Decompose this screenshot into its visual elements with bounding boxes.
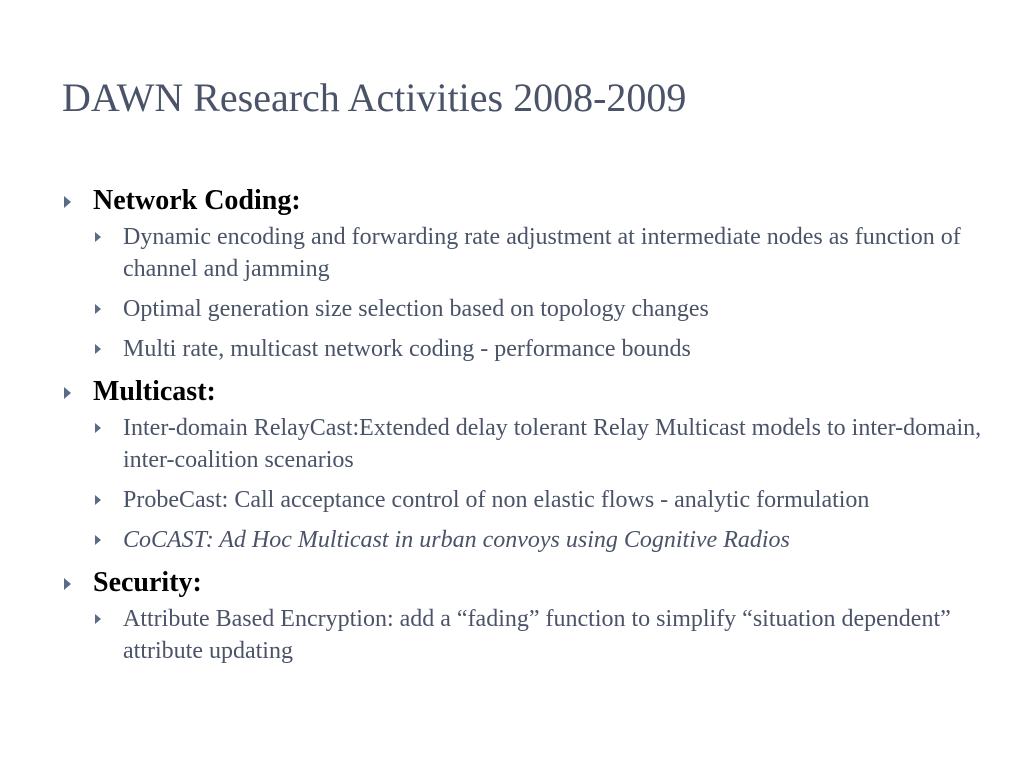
triangle-right-icon	[64, 387, 71, 399]
triangle-right-icon	[64, 578, 71, 590]
triangle-right-icon	[95, 304, 101, 314]
bullet-list	[62, 221, 982, 365]
list-item-text: Attribute Based Encryption: add a “fading” function to simplify “situation dependent” attribute updating	[123, 606, 951, 664]
bullet-list	[62, 603, 982, 667]
section-heading-text: Security:	[93, 567, 202, 598]
section-security	[62, 564, 982, 667]
triangle-right-icon	[95, 535, 101, 545]
section-heading	[62, 182, 982, 220]
section-heading-text: Multicast:	[93, 376, 216, 407]
triangle-right-icon	[64, 196, 71, 208]
triangle-right-icon	[95, 495, 101, 505]
section-heading-text: Network Coding:	[93, 185, 301, 216]
list-item-text: CoCAST: Ad Hoc Multicast in urban convoys using Cognitive Radios	[123, 527, 790, 553]
section-multicast	[62, 373, 982, 556]
list-item	[62, 293, 982, 325]
section-heading	[62, 373, 982, 411]
list-item-text: Optimal generation size selection based on topology changes	[123, 296, 709, 322]
triangle-right-icon	[95, 614, 101, 624]
triangle-right-icon	[95, 232, 101, 242]
slide-title: DAWN Research Activities 2008-2009	[62, 75, 687, 120]
list-item-text: Multi rate, multicast network coding - performance bounds	[123, 336, 691, 362]
list-item	[62, 333, 982, 365]
list-item-text: Dynamic encoding and forwarding rate adjustment at intermediate nodes as function of channel and jamming	[123, 224, 961, 282]
list-item	[62, 221, 982, 285]
section-network-coding	[62, 182, 982, 365]
list-item	[62, 412, 982, 476]
section-heading	[62, 564, 982, 602]
list-item-text: ProbeCast: Call acceptance control of non elastic flows - analytic formulation	[123, 487, 870, 513]
triangle-right-icon	[95, 423, 101, 433]
slide-content	[62, 182, 982, 675]
list-item	[62, 524, 982, 556]
list-item	[62, 603, 982, 667]
triangle-right-icon	[95, 344, 101, 354]
list-item-text: Inter-domain RelayCast:Extended delay tolerant Relay Multicast models to inter-domain, inter-coalition scenarios	[123, 415, 982, 473]
list-item	[62, 484, 982, 516]
bullet-list	[62, 412, 982, 556]
